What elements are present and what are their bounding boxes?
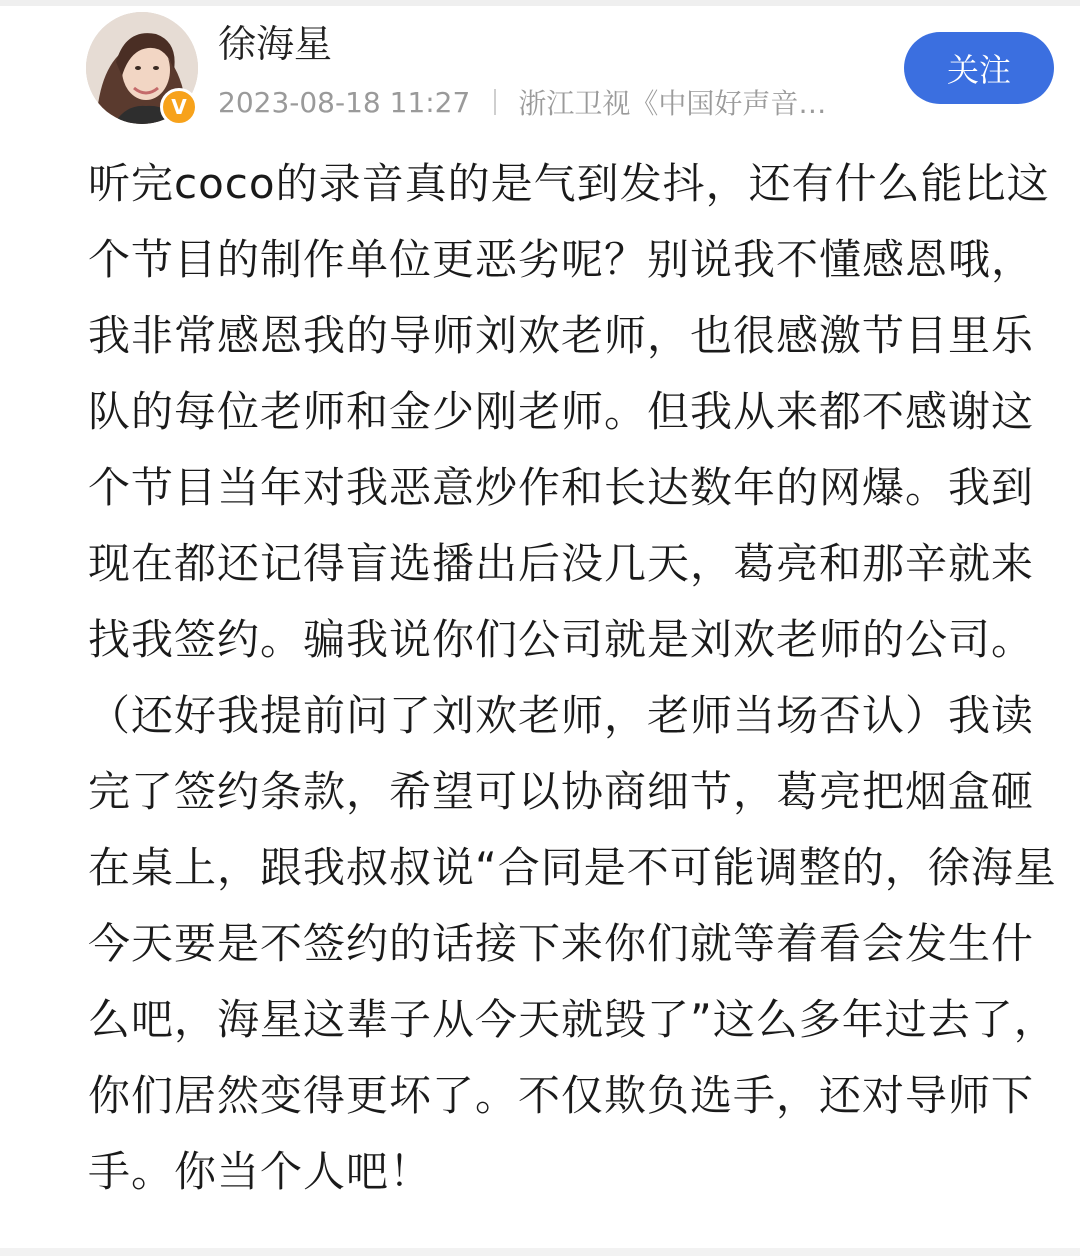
post-body-text: 听完coco的录音真的是气到发抖，还有什么能比这个节目的制作单位更恶劣呢？别说我不懂感恩哦，我非常感恩我的导师刘欢老师，也很感激节目里乐队的每位老师和金少刚老师。但我从来都不感谢这个节目当年对我恶意炒作和长达数年的网爆。我到现在都还记得盲选播出后没几天，葛亮和那辛就来找我签约。骗我说你们公司就是刘欢老师的公司。（还好我提前问了刘欢老师，老师当场否认）我读完了签约条款，希望可以协商细节，葛亮把烟盒砸在桌上，跟我叔叔说“合同是不可能调整的，徐海星今天要是不签约的话接下来你们就等着看会发生什么吧，海星这辈子从今天就毁了”这么多年过去了，你们居然变得更坏了。不仅欺负选手，还对导师下手。你当个人吧！ [88,159,1057,1196]
author-name[interactable]: 徐海星 [218,22,333,66]
post-source[interactable]: 浙江卫视《中国好声音… [518,87,827,120]
post-meta [218,80,826,124]
post-header [0,0,1080,140]
post-timestamp: 2023-08-18 11:27 [218,85,471,119]
follow-button[interactable]: 关注 [904,32,1054,104]
meta-divider [494,89,496,115]
bottom-divider [0,1248,1080,1256]
verified-icon: V [160,88,198,126]
